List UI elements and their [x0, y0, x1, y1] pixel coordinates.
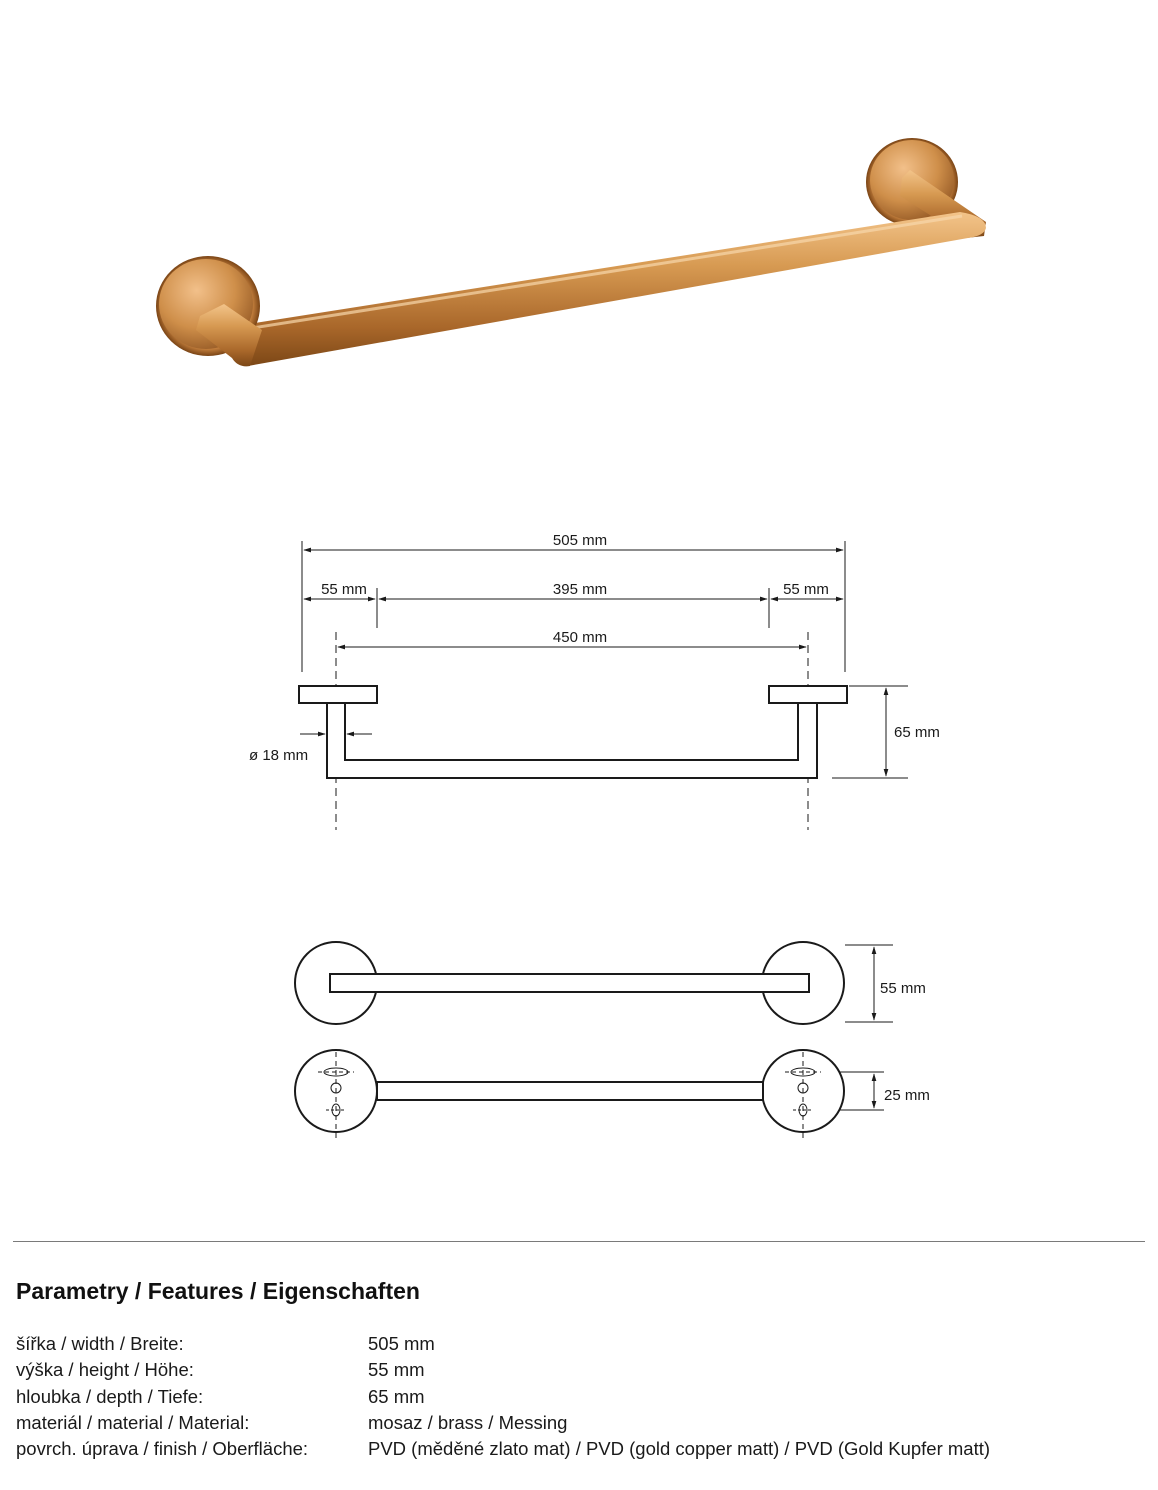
dim-overall-width: 505 mm	[552, 532, 608, 549]
dim-center-distance: 450 mm	[552, 629, 608, 646]
spec-value: 505 mm	[368, 1333, 435, 1355]
spec-value: 55 mm	[368, 1359, 425, 1381]
spec-row-finish	[16, 1436, 1136, 1462]
spec-label: povrch. úprava / finish / Oberfläche:	[16, 1438, 309, 1460]
spec-label: šířka / width / Breite:	[16, 1333, 184, 1355]
features-title: Parametry / Features / Eigenschaften	[16, 1278, 420, 1304]
dim-screw-spacing: 25 mm	[884, 1087, 930, 1104]
towel-bar	[234, 212, 986, 366]
spec-label: materiál / material / Material:	[16, 1412, 250, 1434]
spec-label: výška / height / Höhe:	[16, 1359, 194, 1381]
dim-depth: 65 mm	[894, 724, 940, 741]
dim-right-rosette: 55 mm	[783, 581, 829, 598]
product-photo	[0, 0, 1158, 420]
spec-value: 65 mm	[368, 1385, 425, 1407]
spec-row-width	[16, 1331, 1136, 1357]
dim-tube-diameter: ø 18 mm	[249, 747, 309, 764]
technical-drawing	[0, 500, 1158, 1180]
back-view	[295, 1050, 844, 1132]
front-view	[295, 942, 844, 1024]
dim-inner-span: 395 mm	[552, 581, 608, 598]
spec-value: mosaz / brass / Messing	[368, 1412, 568, 1434]
spec-row-material	[16, 1410, 1136, 1436]
section-divider	[13, 1241, 1145, 1242]
spec-label: hloubka / depth / Tiefe:	[16, 1385, 204, 1407]
spec-row-depth	[16, 1384, 1136, 1410]
spec-row-height	[16, 1357, 1136, 1383]
spec-list	[16, 1331, 1136, 1462]
dim-rosette-height: 55 mm	[880, 980, 926, 997]
spec-value: PVD (měděné zlato mat) / PVD (gold copper matt) / PVD (Gold Kupfer matt)	[368, 1438, 991, 1460]
dim-left-rosette: 55 mm	[321, 581, 367, 598]
